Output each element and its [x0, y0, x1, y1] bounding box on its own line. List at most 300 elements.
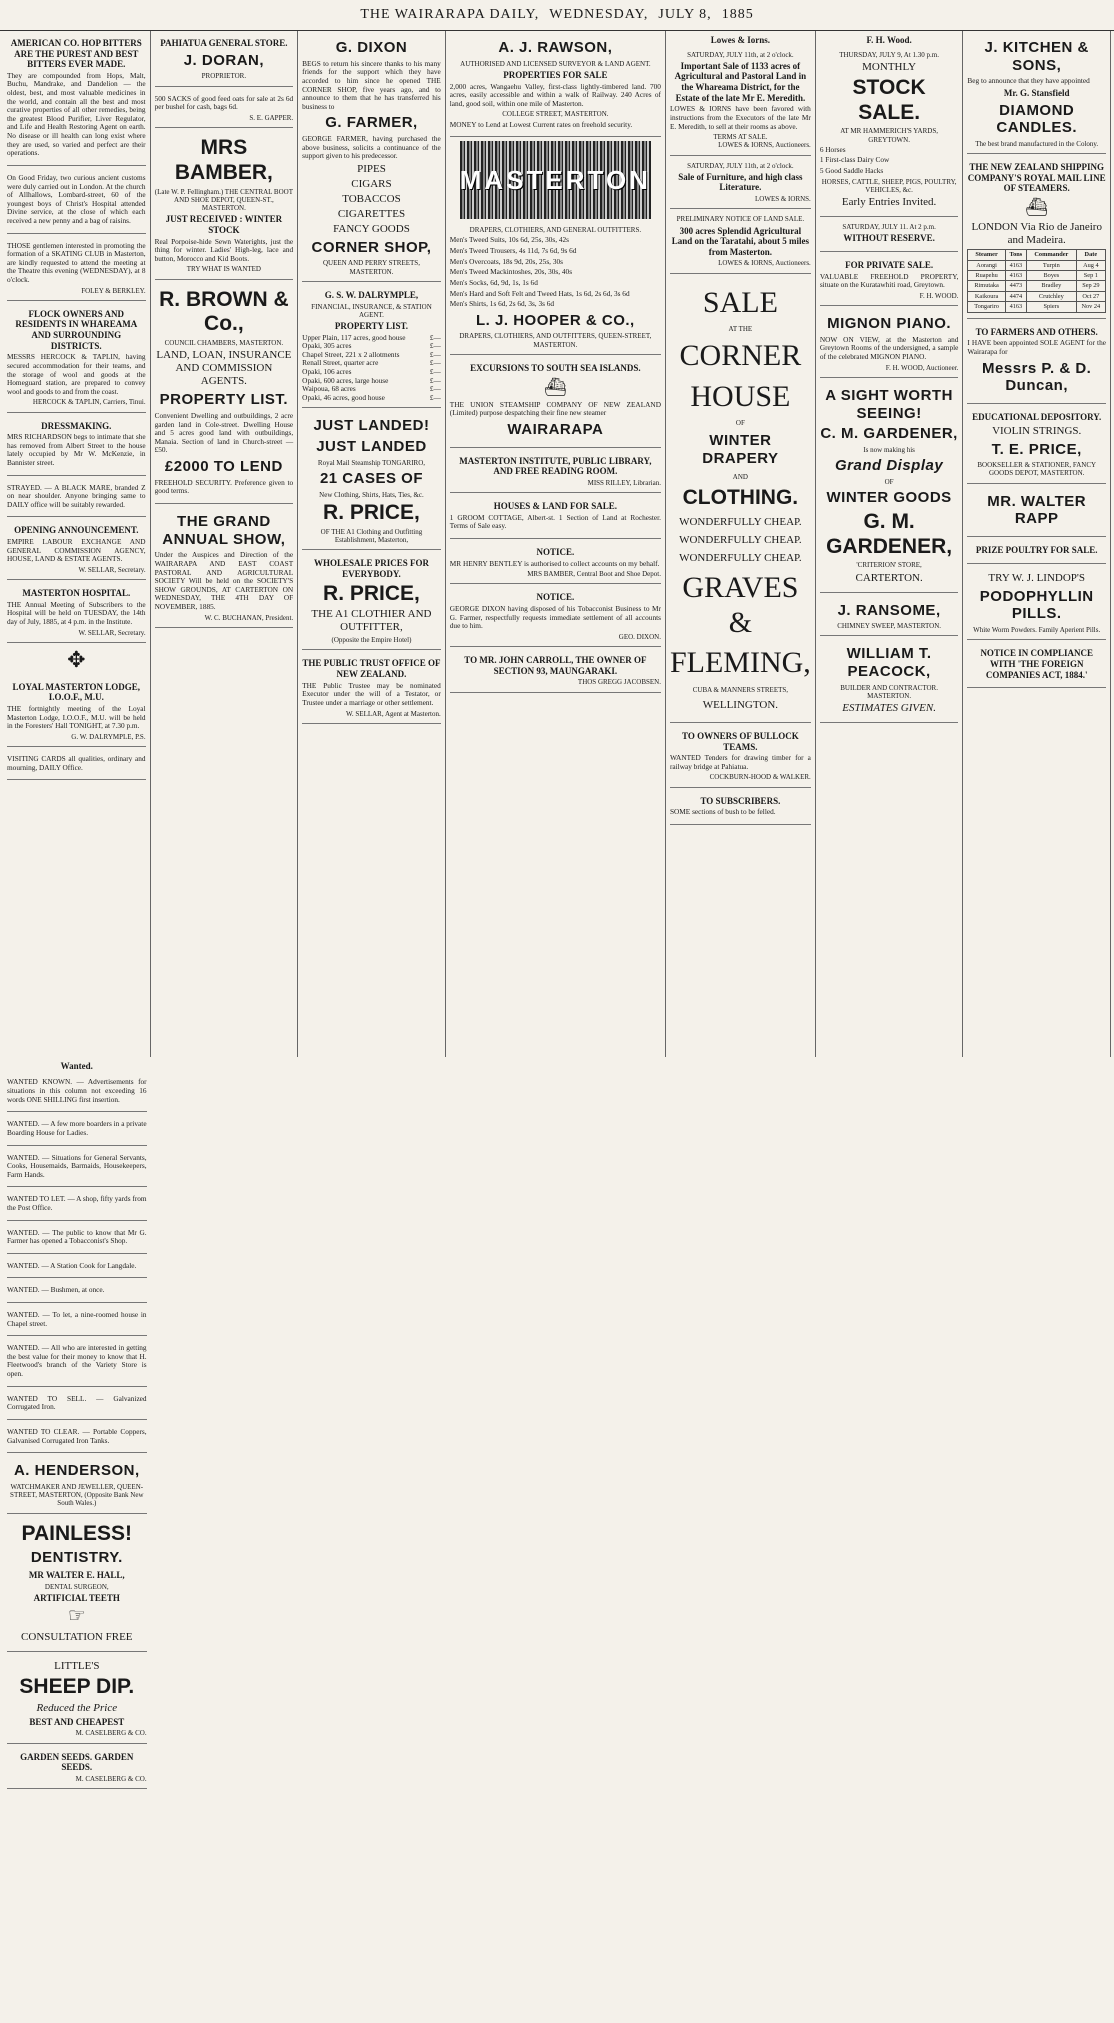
column-header: Date	[1076, 250, 1105, 260]
column-header: F. H. Wood.	[866, 35, 912, 45]
notice-body: GEORGE DIXON having disposed of his Tobacconist Business to Mr G. Farmer, respectfully requests immediate settlement of all accounts due to him.	[449, 604, 661, 631]
ad-name: MRS BAMBER,	[174, 136, 273, 184]
ad-heading: PRIZE POULTRY FOR SALE.	[975, 545, 1098, 556]
notice-body: THE fortnightly meeting of the Loyal Masterton Lodge, I.O.O.F., M.U. will be held in the Foresters' Hall TONIGHT, at 7.30 p.m.	[7, 704, 146, 731]
wanted-text: WANTED. — A Station Cook for Langdale.	[7, 1260, 137, 1270]
ad-heading: THE GRAND ANNUAL SHOW,	[162, 512, 286, 548]
lodge-notice	[7, 677, 146, 747]
ad-subtitle-2: LAND, LOAN, INSURANCE AND COMMISSION AGENTS.	[156, 349, 292, 388]
ad-heading-2: STOCK SALE.	[852, 75, 926, 124]
property-name: Opaki, 305 acres	[302, 341, 352, 351]
sale-word: SALE	[702, 285, 778, 319]
ad-subtitle: FINANCIAL, INSURANCE, & STATION AGENT.	[311, 302, 432, 319]
shop-address: QUEEN AND PERRY STREETS, MASTERTON.	[322, 259, 420, 276]
column-1	[3, 31, 151, 1057]
cell: Sep 29	[1076, 281, 1105, 291]
wanted-text: WANTED TO CLEAR. — Portable Coppers, Galvanised Corrugated Iron Tanks.	[7, 1426, 147, 1445]
wanted-text: WANTED TO SELL. — Galvanized Corrugated Iron.	[7, 1393, 147, 1412]
visiting-cards-ad	[7, 750, 146, 780]
price-line: Men's Hard and Soft Felt and Tweed Hats, 1s 6d, 2s 6d, 3s 6d	[449, 288, 630, 298]
entries-invited: Early Entries Invited.	[841, 196, 937, 209]
ad-name: G. DIXON	[335, 39, 408, 56]
notice-signature: MRS BAMBER, Central Boot and Shoe Depot.	[527, 570, 661, 579]
ad-heading-2: DENTISTRY.	[30, 1549, 123, 1567]
column-header: Wanted.	[60, 1060, 93, 1071]
ad-name: R. BROWN & Co.,	[159, 287, 289, 336]
ad-heading: WHOLESALE PRICES FOR EVERYBODY.	[313, 558, 429, 579]
ad-signature: COCKBURN-HOOD & WALKER.	[709, 773, 811, 782]
hop-bitters-ad	[7, 33, 146, 166]
wanted-ad	[7, 1149, 147, 1188]
table-row	[968, 260, 1106, 270]
table-row	[968, 291, 1106, 301]
notice-heading: NOTICE.	[536, 592, 575, 603]
item-fancy-goods: FANCY GOODS	[333, 222, 410, 235]
price-line: Men's Overcoats, 18s 9d, 20s, 25s, 30s	[449, 256, 563, 266]
bullock-teams-ad	[670, 726, 811, 788]
wanted-ad	[7, 1190, 147, 1220]
ad-signature: LOWES & IORNS.	[755, 195, 811, 204]
stock-tagline: HORSES, CATTLE, SHEEP, PIGS, POULTRY, VEHICLES, &c.	[821, 177, 957, 194]
notice-heading: LOYAL MASTERTON LODGE, I.O.O.F., M.U.	[12, 681, 141, 703]
without-reserve-ad	[820, 220, 959, 252]
cell: Kaikoura	[968, 291, 1005, 301]
notice-body: STRAYED. — A BLACK MARE, branded Z on near shoulder. Anyone bringing same to DAILY office will be suitably rewarded.	[7, 482, 146, 509]
kitchen-candles-ad	[967, 33, 1106, 154]
ad-name-2: G. FARMER,	[325, 114, 418, 132]
notice-signature: G. W. DALRYMPLE, P.S.	[71, 732, 146, 741]
ad-subtitle: BUILDER AND CONTRACTOR. MASTERTON.	[840, 683, 938, 701]
dixon-farmer-ad	[302, 33, 441, 282]
ad-heading: A SIGHT WORTH SEEING!	[825, 386, 953, 422]
ad-subtitle: COUNCIL CHAMBERS, MASTERTON.	[164, 339, 284, 348]
wanted-text: WANTED. — Bushmen, at once.	[7, 1285, 105, 1295]
rapp-ad	[967, 487, 1106, 537]
ad-name: R. PRICE,	[323, 581, 420, 605]
masthead-date: JULY 8,	[658, 7, 712, 22]
property-name: Waipoua, 68 acres	[302, 384, 356, 394]
of-word: OF	[884, 477, 894, 486]
dixon-notice	[450, 587, 661, 647]
ad-signature: W. SELLAR, Agent at Masterton.	[345, 709, 441, 718]
ad-heading: DIAMOND CANDLES.	[996, 101, 1078, 137]
notice-body: THOSE gentlemen interested in promoting the formation of a SKATING CLUB in Masterton, are kindly requested to attend the meeting at the Theatre this evening (WEDNESDAY), at 8 o'clock.	[7, 240, 146, 285]
ad-subtitle: White Worm Powders. Family Aperient Pills.	[973, 626, 1101, 635]
ad-heading: EDUCATIONAL DEPOSITORY.	[972, 411, 1102, 422]
wanted-ad	[7, 1306, 147, 1336]
property-price: £—	[429, 367, 441, 377]
wanted-ad	[7, 1224, 147, 1254]
ad-body: Is now making his	[863, 445, 915, 454]
ad-signature: W. C. BUCHANAN, President.	[204, 613, 294, 622]
ad-heading: TO OWNERS OF BULLOCK TEAMS.	[682, 731, 799, 752]
ad-signature: M. CASELBERG & CO.	[75, 1774, 147, 1783]
column-2	[151, 31, 299, 1057]
estimates: ESTIMATES GIVEN.	[842, 702, 936, 715]
loan-amount: £2000 TO LEND	[164, 458, 283, 476]
houses-land-ad	[450, 496, 661, 539]
hand-pointer-icon: ☞	[67, 1605, 86, 1628]
price-line: Men's Shirts, 1s 6d, 2s 6d, 3s, 3s 6d	[449, 299, 555, 309]
wanted-text: WANTED. — All who are interested in getting the best value for their money to know that H. Fleetwood's branch of the Variety Store is open.	[7, 1343, 147, 1379]
ad-subtitle: VIOLIN STRINGS.	[992, 424, 1082, 437]
property-name: Opaki, 106 acres	[302, 367, 352, 377]
notice-heading: NOTICE IN COMPLIANCE WITH 'THE FOREIGN COMPANIES ACT, 1884.'	[980, 648, 1093, 680]
ad-subtitle-3: OF THE A1 Clothing and Outfitting Establishment, Masterton,	[320, 527, 423, 545]
item-tobaccos: TOBACCOS	[342, 192, 401, 205]
bentley-notice	[450, 542, 661, 584]
wanted-text: WANTED TO LET. — A shop, fifty yards from the Post Office.	[7, 1194, 147, 1212]
ad-body: 500 SACKS of good feed oats for sale at 2s 6d per bushel for cash, bags 6d.	[154, 93, 294, 112]
carriers-ad	[7, 304, 146, 413]
sale-date: SATURDAY, JULY 11th, at 2 o'clock.	[687, 161, 794, 170]
price-line: Men's Tweed Suits, 10s 6d, 25s, 30s, 42s	[449, 235, 570, 245]
garden-seeds-ad	[7, 1747, 147, 1789]
ancient-customs-article	[7, 169, 146, 234]
ad-address: COLLEGE STREET, MASTERTON.	[502, 110, 609, 119]
ad-heading: LITTLE'S	[54, 1660, 100, 1673]
price-clothing-ad	[302, 411, 441, 550]
table-row	[968, 271, 1106, 281]
columns	[3, 31, 1111, 2021]
subscribers-notice	[670, 791, 811, 825]
ad-signature: LOWES & IORNS, Auctioneers.	[718, 141, 811, 150]
rawson-surveyor-ad	[450, 33, 661, 137]
column-header: Lowes & Iorns.	[710, 35, 771, 45]
ship-name: WAIRARAPA	[507, 421, 604, 438]
ad-subtitle: CHIMNEY SWEEP, MASTERTON.	[837, 622, 942, 631]
ad-tagline: TRY WHAT IS WANTED	[186, 265, 261, 274]
notice-heading: MASTERTON INSTITUTE, PUBLIC LIBRARY, AND FREE READING ROOM.	[459, 455, 652, 477]
notice-signature: THOS GREGG JACOBSEN.	[577, 678, 661, 687]
property-price: £—	[429, 341, 441, 351]
preliminary-land-sale-ad	[670, 212, 811, 273]
property-name: Renall Street, quarter acre	[302, 358, 379, 368]
cases-count: 21 CASES OF	[319, 470, 423, 488]
grand-display: Grand Display	[835, 457, 944, 475]
ad-name: A. J. RAWSON,	[498, 39, 613, 56]
ad-subtitle: (Late W. P. Fellingham.) THE CENTRAL BOOT AND SHOE DEPOT, QUEEN-ST., MASTERTON.	[154, 187, 293, 213]
ad-body: Beg to announce that they have appointed	[967, 76, 1090, 86]
ad-name-2: G. M. GARDENER,	[826, 509, 953, 558]
ad-subtitle: Reduced the Price	[36, 1701, 118, 1714]
notice-signature: GEO. DIXON.	[618, 632, 661, 641]
ad-subtitle-2: BOOKSELLER & STATIONER, FANCY GOODS DEPOT, MASTERTON.	[977, 461, 1097, 478]
wanted-ad	[7, 1073, 147, 1112]
strayed-notice	[7, 479, 146, 518]
cell: Oct 27	[1076, 291, 1105, 301]
ad-heading: MONTHLY	[862, 60, 917, 73]
ad-heading-3: BEST AND CHEAPEST	[29, 1716, 125, 1727]
price-wholesale-ad	[302, 553, 441, 650]
ad-name: WILLIAM T. PEACOCK,	[846, 645, 932, 681]
property-price: £—	[429, 384, 441, 394]
cell: Ruapehu	[968, 271, 1005, 281]
price-line: Men's Tweed Mackintoshes, 20s, 30s, 40s	[449, 267, 573, 277]
ad-heading: FLOCK OWNERS AND RESIDENTS IN WHAREAMA AND SURROUNDING DISTRICTS.	[15, 308, 138, 351]
ad-heading-2: JUST LANDED	[316, 438, 427, 456]
table-row	[968, 302, 1106, 312]
ad-heading: HOUSES & LAND FOR SALE.	[493, 501, 617, 512]
ad-subtitle: WATCHMAKER AND JEWELLER, QUEEN-STREET, MASTERTON, (Opposite Bank New South Wales.)	[10, 1482, 144, 1508]
cheap-line: WONDERFULLY CHEAP.	[679, 551, 802, 564]
property-price: £—	[429, 349, 441, 359]
ad-heading: PROPERTIES FOR SALE	[503, 69, 608, 80]
cell: 4474	[1005, 291, 1026, 301]
labour-exchange-ad	[7, 520, 146, 580]
ad-body: LOWES & IORNS have been favored with instructions from the Executors of the late Mr E. Meredith, to sell at their rooms as above.	[669, 104, 811, 131]
agent-name: Mr. G. Stansfield	[1003, 87, 1070, 98]
notice-signature: FOLEY & BERKLEY.	[81, 286, 146, 295]
cell: 4163	[1005, 302, 1026, 312]
ad-heading: PAHIATUA GENERAL STORE.	[160, 38, 288, 48]
wanted-ad	[7, 1257, 147, 1279]
cell: Bradley	[1026, 281, 1076, 291]
ad-body-2: GEORGE FARMER, having purchased the above business, solicits a continuance of the support given to his predecessor.	[302, 134, 441, 161]
ad-subtitle: DRAPERS, CLOTHIERS, AND OUTFITTERS, QUEEN-STREET, MASTERTON.	[459, 332, 652, 349]
cell: Crutchley	[1026, 291, 1076, 301]
town: WELLINGTON.	[702, 699, 779, 712]
ad-subtitle: AUTHORISED AND LICENSED SURVEYOR & LAND AGENT.	[460, 59, 651, 68]
brown-property-ad	[155, 283, 294, 504]
ad-heading-3: ARTIFICIAL TEETH	[33, 1592, 120, 1603]
ad-heading: Sale of Furniture, and high class Literature.	[678, 171, 803, 193]
private-sale-ad	[820, 255, 959, 306]
steamship-icon: ⛴	[1025, 197, 1049, 218]
shipping-company-ad	[967, 157, 1106, 319]
ad-body: EMPIRE LABOUR EXCHANGE AND GENERAL COMMISSION AGENCY, HOUSE, LAND & ESTATE AGENTS.	[7, 537, 146, 564]
hooper-drapers-ad	[450, 223, 661, 355]
peacock-builder-ad	[820, 639, 959, 723]
ad-body: I HAVE been appointed SOLE AGENT for the Wairarapa for	[967, 338, 1106, 356]
annual-show-ad	[155, 507, 294, 628]
ad-signature: W. SELLAR, Secretary.	[78, 565, 146, 574]
at-the: AT THE	[728, 325, 753, 334]
masthead-weekday: WEDNESDAY,	[549, 7, 649, 22]
duncan-agent-ad	[967, 322, 1106, 404]
cell: Tongariro	[968, 302, 1005, 312]
column-8	[3, 1057, 151, 2021]
column-6	[816, 31, 964, 1057]
stock-item: 6 Horses	[819, 144, 846, 154]
notice-heading: TO SUBSCRIBERS.	[700, 795, 781, 806]
sale-terms: TERMS AT SALE.	[713, 133, 768, 142]
ad-heading: JUST RECEIVED : WINTER STOCK	[165, 214, 283, 235]
fleming-word: FLEMING,	[669, 646, 811, 680]
ad-heading-2: SHEEP DIP.	[19, 1675, 135, 1698]
ad-body: VALUABLE FREEHOLD PROPERTY, situate on the Kuratawhiti road, Greytown.	[819, 271, 959, 290]
cell: 4163	[1005, 271, 1026, 281]
loan-terms: FREEHOLD SECURITY. Preference given to good terms.	[154, 477, 294, 496]
stock-item: 5 Good Saddle Hacks	[819, 166, 884, 176]
gardener-display-ad	[820, 381, 959, 593]
cell: 4163	[1005, 260, 1026, 270]
ad-heading: AMERICAN CO. HOP BITTERS ARE THE PUREST AND BEST BITTERS EVER MADE.	[10, 38, 142, 70]
column-3	[298, 31, 446, 1057]
institute-notice	[450, 451, 661, 493]
ransome-sweep-ad	[820, 596, 959, 637]
masthead-title: THE WAIRARAPA DAILY,	[360, 7, 540, 22]
wanted-text: WANTED. — A few more boarders in a private Boarding House for Ladies.	[7, 1119, 147, 1137]
ad-heading: PAINLESS!	[21, 1521, 133, 1545]
ad-name: J. KITCHEN & SONS,	[984, 39, 1089, 74]
ad-subtitle: PROPRIETOR.	[201, 72, 247, 81]
ad-subtitle: DENTAL SURGEON,	[44, 1582, 109, 1591]
property-row	[302, 394, 441, 403]
lindop-pills-ad	[967, 567, 1106, 641]
sailing-schedule-table	[967, 249, 1106, 313]
cell: Spiers	[1026, 302, 1076, 312]
dressmaking-ad	[7, 416, 146, 476]
ad-heading: THE PUBLIC TRUST OFFICE OF NEW ZEALAND.	[302, 658, 441, 680]
notice-heading: MASTERTON HOSPITAL.	[22, 588, 131, 599]
ad-tagline: DRAPERS, CLOTHIERS, AND GENERAL OUTFITTERS.	[469, 226, 642, 235]
property-name: Upper Plain, 117 acres, good house	[302, 332, 406, 342]
ad-subtitle-2: (Opposite the Empire Hotel)	[331, 636, 412, 645]
ad-name: R. PRICE,	[323, 501, 420, 525]
cell: Rimutaka	[968, 281, 1005, 291]
skating-club-notice	[7, 237, 146, 301]
ad-subtitle-2: New Clothing, Shirts, Hats, Ties, &c.	[319, 490, 424, 499]
property-price: £—	[429, 375, 441, 385]
price-line: Men's Tweed Trousers, 4s 11d, 7s 6d, 9s 6d	[449, 246, 577, 256]
clothing-word: CLOTHING.	[682, 485, 799, 509]
column-7	[963, 31, 1111, 1057]
wanted-text: WANTED KNOWN. — Advertisements for situations in this column not exceeding 16 words ONE SHILLING first insertion.	[7, 1077, 147, 1104]
ad-name: L. J. HOOPER & CO.,	[476, 311, 635, 329]
ad-heading: Important Sale of 1133 acres of Agricultural and Pastoral Land in the Whareama District, for the Estate of the late Mr E. Meredith.	[674, 60, 807, 103]
price-line: Men's Socks, 6d, 9d, 1s, 1s 6d	[449, 277, 538, 287]
ad-body: MRS RICHARDSON begs to intimate that she has removed from Albert Street to the house lately occupied by Mr W. McKenzie, in Bannister street.	[7, 432, 146, 468]
ad-subtitle: Royal Mail Steamship TONGARIRO,	[317, 458, 425, 467]
wanted-text: WANTED. — Situations for General Servants, Cooks, Housemaids, Barmaids, Housekeepers, Farm Hands.	[7, 1152, 147, 1179]
ad-heading: TO FARMERS AND OTHERS.	[975, 326, 1098, 337]
foreign-companies-notice	[967, 643, 1106, 688]
notice-heading: NOTICE.	[536, 546, 575, 557]
ad-subtitle: THE A1 CLOTHIER AND OUTFITTER,	[311, 608, 432, 634]
streets: CUBA & MANNERS STREETS,	[692, 685, 789, 694]
property-price: £—	[429, 358, 441, 368]
and-word: AND	[732, 472, 748, 481]
ad-heading: OPENING ANNOUNCEMENT.	[14, 525, 139, 536]
ad-body: 2,000 acres, Wangaehu Valley, first-class lightly-timbered land. 700 acres, easily accessible and within a walk of Railway. 240 Acres of land, good soil, within one mile of Masterton.	[449, 81, 661, 108]
ad-heading: EXCURSIONS TO SOUTH SEA ISLANDS.	[470, 362, 641, 373]
cell: 4473	[1005, 281, 1026, 291]
stock-item: 1 First-class Dairy Cow	[819, 155, 890, 165]
ad-name: A. HENDERSON,	[13, 1462, 140, 1480]
house-word: HOUSE	[690, 379, 791, 413]
hospital-notice	[7, 583, 146, 643]
item-cigars: CIGARS	[351, 177, 392, 190]
ad-body: BEGS to return his sincere thanks to his many friends for the support which they have accorded to him since he opened THE CORNER SHOP, five years ago, and to announce to them that he has transferred his business to	[302, 58, 441, 111]
ad-name: MR WALTER E. HALL,	[28, 1570, 125, 1580]
notice-body: THE Annual Meeting of Subscribers to the Hospital will be held on TUESDAY, the 14th day of July, 1885, at 4 p.m. in the Institute.	[7, 599, 146, 626]
wanted-ad	[7, 1339, 147, 1386]
ad-body: Convenient Dwelling and outbuildings, 2 acre garden land in Cole-street. Dwelling House and 5 acres good land with outbuildings, Manaia. Section of land in Church-street — £50.	[154, 410, 294, 455]
meredith-land-sale-ad	[670, 48, 811, 156]
ad-heading: THE NEW ZEALAND SHIPPING COMPANY'S ROYAL MAIL LINE OF STEAMERS.	[967, 162, 1106, 194]
ad-signature: S. E. GAPPER.	[249, 113, 294, 122]
article-body: On Good Friday, two curious ancient customs were duly carried out in London. At the church of Allhallows, Lombard-street, 60 of the youngest boys of Christ's Hospital attended Divine service, at the close of which each received a new penny and a bag of raisins.	[7, 172, 146, 225]
table-header-row	[968, 250, 1106, 260]
corner-word: CORNER	[679, 339, 802, 373]
graves-word: GRAVES &	[682, 570, 799, 640]
store-town: CARTERTON.	[855, 571, 923, 584]
ad-body: VISITING CARDS all qualities, ordinary and mourning, DAILY Office.	[7, 754, 146, 772]
lodge-emblem-icon: ✥	[67, 646, 86, 672]
ad-heading: WITHOUT RESERVE.	[843, 233, 935, 244]
wanted-text: WANTED. — To let, a nine-roomed house in Chapel street.	[7, 1310, 147, 1328]
ad-heading: FOR PRIVATE SALE.	[845, 260, 934, 271]
wanted-ad	[7, 1390, 147, 1420]
ad-name: J. RANSOME,	[837, 601, 941, 619]
sale-date: THURSDAY, JULY 9, At 1.30 p.m.	[839, 50, 939, 59]
masthead-year: 1885	[721, 7, 754, 22]
cell: Boyes	[1026, 271, 1076, 281]
notice-heading: TO MR. JOHN CARROLL, THE OWNER OF SECTION 93, MAUNGARAKI.	[464, 655, 647, 676]
ad-signature: F. H. WOOD.	[919, 291, 959, 300]
ad-body: NOW ON VIEW, at the Masterton and Greytown Rooms of the undersigned, a sample of the celebrated MIGNON PIANO.	[819, 334, 959, 361]
cell: Turpin	[1026, 260, 1076, 270]
wanted-ad	[7, 1281, 147, 1303]
storefront-woodcut	[460, 141, 651, 219]
column-header: Steamer	[968, 250, 1005, 260]
property-name: Opaki, 46 acres, good house	[302, 392, 385, 402]
notice-signature: MISS RILLEY, Librarian.	[587, 478, 661, 487]
carroll-notice	[450, 650, 661, 692]
ad-body: They are compounded from Hops, Malt, Buchu, Mandrake, and Dandelion — the oldest, best, and most valuable medicines in the world, and contain all the best and most curative properties of all other remedies, being the greatest Blood Purifier, Liver Regulator, and Life and Health Restoring Agent on earth. No disease or ill health can long exist where they are used, so varied and perfect are their operations.	[7, 70, 146, 158]
henderson-ad	[7, 1456, 147, 1513]
public-trust-ad	[302, 653, 441, 723]
ad-name: MR. WALTER RAPP	[987, 492, 1087, 528]
ad-heading: TRY W. J. LINDOP'S	[988, 571, 1085, 584]
ad-signature: LOWES & IORNS, Auctioneers.	[718, 259, 811, 268]
ad-name: J. DORAN,	[183, 51, 265, 69]
ad-body: Under the Auspices and Direction of the WAIRARAPA AND EAST COAST PASTORAL AND AGRICULTURAL SOCIETY Will be held on the SOCIETY'S SHOW GROUNDS, AT CARTERTON ON WEDNESDAY, THE 4TH DAY OF NOVEMBER, 1885.	[154, 550, 294, 611]
ad-name: C. M. GARDENER,	[820, 425, 958, 443]
column-4	[446, 31, 666, 1057]
sale-date: SATURDAY, JULY 11th, at 2 o'clock.	[687, 50, 794, 59]
pahiatua-store-ad	[155, 33, 294, 87]
ad-body: WANTED Tenders for drawing timber for a railway bridge at Pahiatua.	[669, 753, 811, 771]
educational-depository-ad	[967, 407, 1106, 484]
table-row	[968, 281, 1106, 291]
ad-body-2: MONEY to Lend at Lowest Current rates on freehold security.	[449, 119, 633, 129]
steamship-icon: ⛴	[543, 376, 567, 397]
notice-body: MR HENRY BENTLEY is authorised to collect accounts on my behalf.	[449, 558, 660, 568]
property-name: Chapel Street, 221 x 2 allotments	[302, 349, 400, 359]
wanted-text: WANTED. — The public to know that Mr G. Farmer has opened a Tobacconist's Shop.	[7, 1227, 147, 1246]
ad-heading: PROPERTY LIST.	[159, 391, 289, 409]
winter-drapery: WINTER DRAPERY	[702, 432, 779, 468]
dalrymple-property-ad	[302, 285, 441, 409]
ad-heading: PROPERTY LIST.	[334, 321, 409, 331]
woodcut-text: MASTERTON	[459, 164, 651, 195]
ad-subtitle: The best brand manufactured in the Colony.	[975, 139, 1099, 148]
consultation: CONSULTATION FREE	[21, 1631, 133, 1644]
sale-address: AT MR HAMMERICH'S YARDS, GREYTOWN.	[840, 127, 938, 144]
poultry-ad	[967, 540, 1106, 564]
masthead	[0, 0, 1114, 31]
ad-heading: GARDEN SEEDS. GARDEN SEEDS.	[20, 1751, 134, 1773]
ad-body: Real Porpoise-hide Sewn Waterights, just the thing for winter. Ladies' High-leg, lace and button, Morocco and Kid Boots.	[154, 236, 294, 263]
cell: Aorangi	[968, 260, 1005, 270]
ad-heading-2: PODOPHYLLIN PILLS.	[979, 587, 1094, 623]
stock-sale-ad	[820, 48, 959, 218]
graves-fleming-ad	[670, 277, 811, 723]
ad-subtitle: LONDON Via Rio de Janeiro and Madeira.	[971, 221, 1102, 247]
ad-body: 1 GROOM COTTAGE, Albert-st. 1 Section of Land at Rochester. Terms of Sale easy.	[449, 512, 661, 531]
